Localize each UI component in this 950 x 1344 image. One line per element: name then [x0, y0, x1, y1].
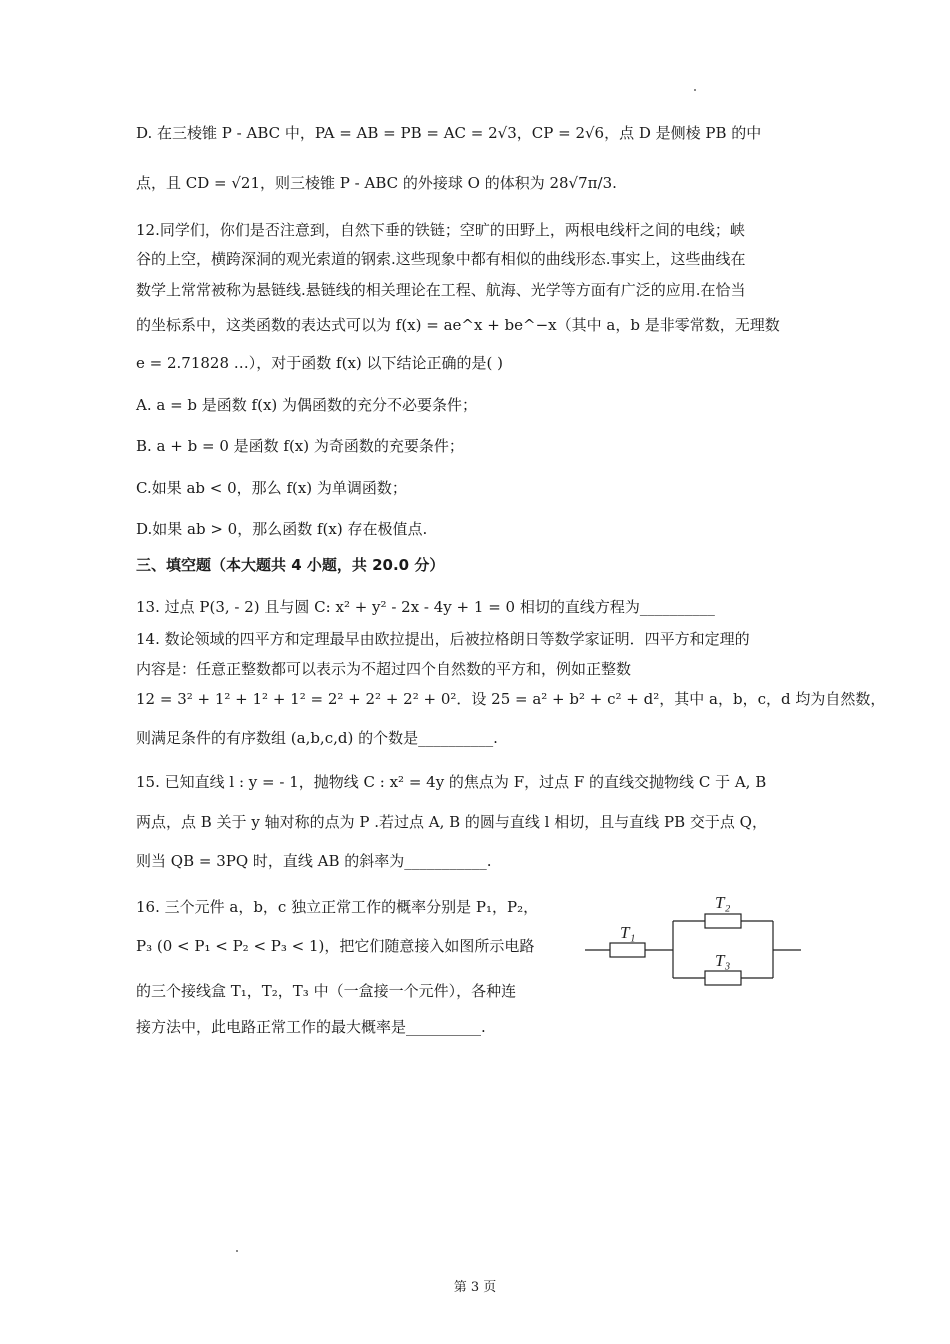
- q12-option-b: B. a + b = 0 是函数 f(x) 为奇函数的充要条件；: [136, 437, 464, 455]
- scan-dot: [236, 1250, 238, 1252]
- q16-line2: P₃ (0 < P₁ < P₂ < P₃ < 1)，把它们随意接入如图所示电路: [136, 937, 535, 955]
- page-number: 第 3 页: [453, 1280, 497, 1295]
- label-t3: T₃: [715, 951, 731, 970]
- q15-line1: 15. 已知直线 l : y = - 1，抛物线 C : x² = 4y 的焦点为 F，过点 F 的直线交抛物线 C 于 A, B: [136, 773, 767, 791]
- q12-stem-line2: 谷的上空，横跨深洞的观光索道的钢索.这些现象中都有相似的曲线形态.事实上，这些曲线在: [136, 250, 746, 268]
- q12-stem-line4: 的坐标系中，这类函数的表达式可以为 f(x) = ae^x + be^−x（其中 a，b 是非零常数，无理数: [136, 316, 780, 334]
- q16-line3: 的三个接线盒 T₁，T₂，T₃ 中（一盒接一个元件），各种连: [136, 982, 517, 1000]
- q15-line3: 则当 QB = 3PQ 时，直线 AB 的斜率为___________.: [136, 852, 492, 870]
- q11-option-d-line2: 点，且 CD = √21，则三棱锥 P - ABC 的外接球 O 的体积为 28√7π/3.: [136, 174, 617, 192]
- label-t1: T₁: [620, 923, 636, 942]
- q16-line4: 接方法中，此电路正常工作的最大概率是__________.: [136, 1018, 486, 1036]
- q12-stem-line1: 12.同学们，你们是否注意到，自然下垂的铁链；空旷的田野上，两根电线杆之间的电线；峡: [136, 221, 745, 239]
- q14-line4: 则满足条件的有序数组 (a,b,c,d) 的个数是__________.: [136, 729, 498, 747]
- q13-line1: 13. 过点 P(3, - 2) 且与圆 C: x² + y² - 2x - 4y + 1 = 0 相切的直线方程为__________: [136, 598, 715, 616]
- label-t2: T₂: [715, 893, 731, 912]
- q12-stem-line5: e = 2.71828 …），对于函数 f(x) 以下结论正确的是( ): [136, 354, 504, 372]
- junction-box-t1: [610, 943, 645, 957]
- q14-line2: 内容是：任意正整数都可以表示为不超过四个自然数的平方和，例如正整数: [136, 660, 632, 678]
- q12-stem-line3: 数学上常常被称为悬链线.悬链线的相关理论在工程、航海、光学等方面有广泛的应用.在恰当: [136, 281, 746, 299]
- q12-option-a: A. a = b 是函数 f(x) 为偶函数的充分不必要条件；: [136, 396, 478, 414]
- q14-line3: 12 = 3² + 1² + 1² + 1² = 2² + 2² + 2² + 0²．设 25 = a² + b² + c² + d²，其中 a，b，c，d 均为自然数，: [136, 690, 886, 708]
- section-heading-fill-in: 三、填空题（本大题共 4 小题，共 20.0 分）: [136, 556, 445, 574]
- q16-line1: 16. 三个元件 a，b，c 独立正常工作的概率分别是 P₁，P₂，: [136, 898, 539, 916]
- q15-line2: 两点，点 B 关于 y 轴对称的点为 P .若过点 A, B 的圆与直线 l 相切，且与直线 PB 交于点 Q，: [136, 813, 767, 831]
- junction-box-t2: [705, 914, 741, 928]
- circuit-diagram: [585, 890, 805, 990]
- q14-line1: 14. 数论领域的四平方和定理最早由欧拉提出，后被拉格朗日等数学家证明．四平方和定理的: [136, 630, 750, 648]
- q12-option-c: C.如果 ab < 0，那么 f(x) 为单调函数；: [136, 479, 407, 497]
- scan-dot: [694, 89, 696, 91]
- junction-box-t3: [705, 971, 741, 985]
- q12-option-d: D.如果 ab > 0，那么函数 f(x) 存在极值点.: [136, 520, 428, 538]
- q11-option-d-line1: D. 在三棱锥 P - ABC 中，PA = AB = PB = AC = 2√3，CP = 2√6，点 D 是侧棱 PB 的中: [136, 124, 762, 142]
